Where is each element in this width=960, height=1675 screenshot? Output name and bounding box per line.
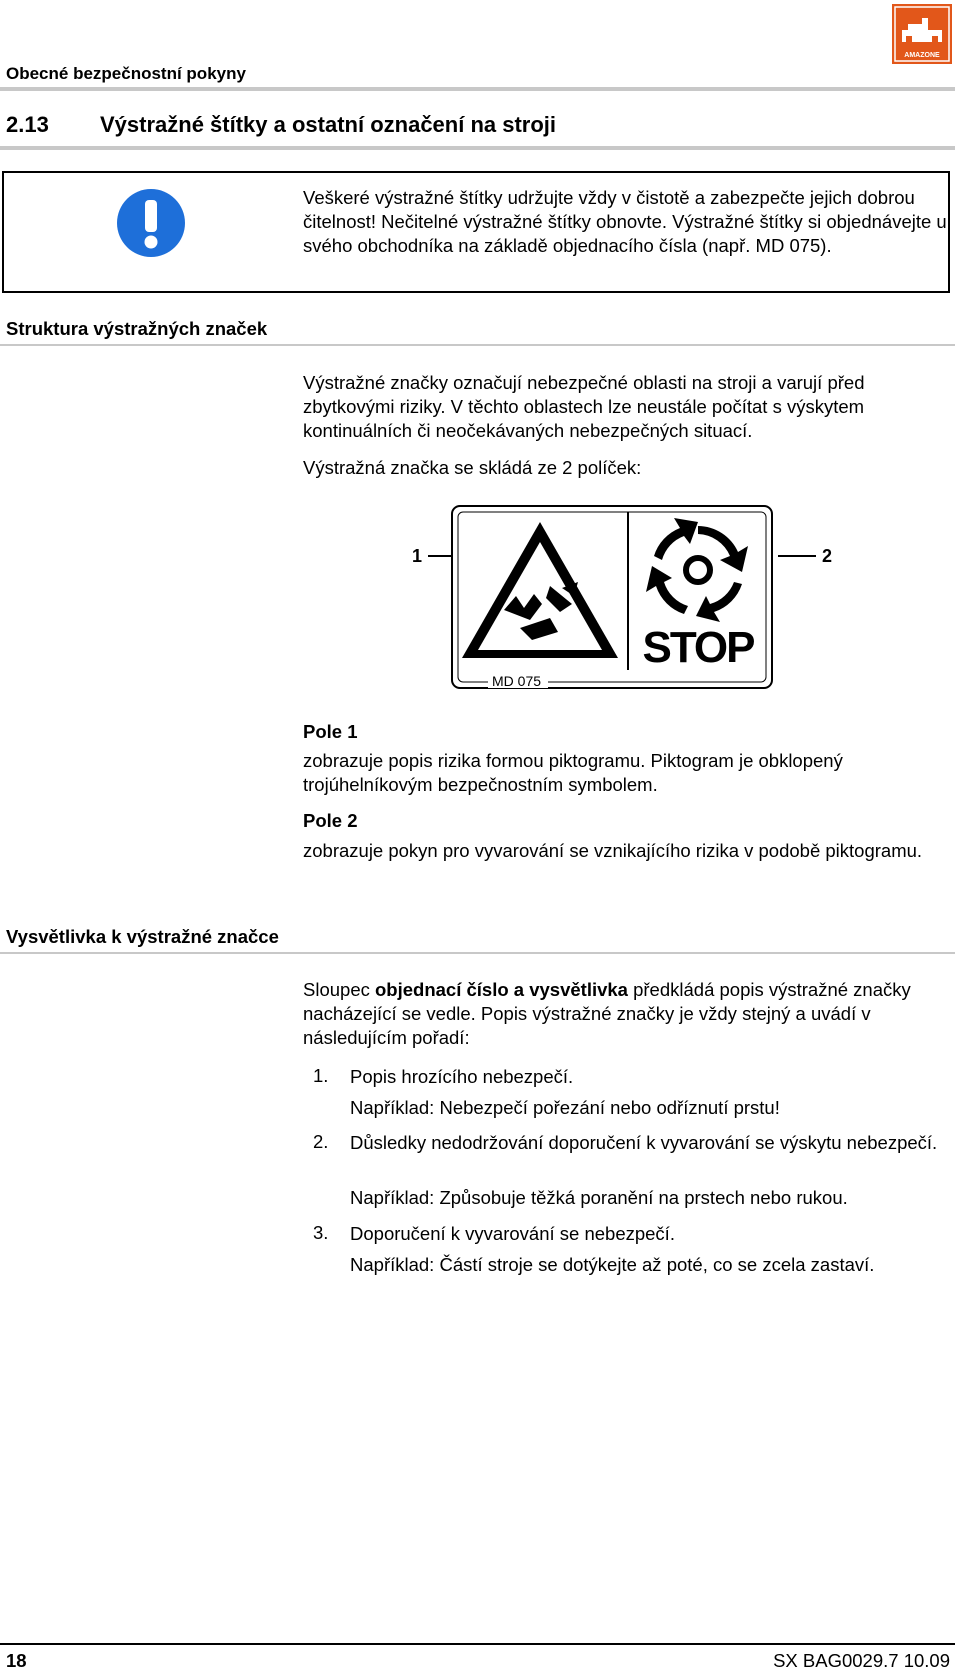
- exclamation-icon: [116, 188, 186, 263]
- pole2-title: Pole 2: [303, 810, 358, 831]
- pole2-text: zobrazuje pokyn pro vyvarování se vznikajícího rizika v podobě piktogramu.: [303, 840, 923, 861]
- list-example-3: Například: Částí stroje se dotýkejte až poté, co se zcela zastaví.: [350, 1254, 875, 1275]
- list-text-2: Důsledky nedodržování doporučení k vyvarování se výskytu nebezpečí.: [350, 1132, 938, 1153]
- header-rule: [0, 87, 955, 91]
- figure-label-2: 2: [822, 546, 833, 566]
- list-text-3: Doporučení k vyvarování se nebezpečí.: [350, 1223, 675, 1244]
- list-number-2: 2.: [313, 1131, 329, 1152]
- notice-text: Veškeré výstražné štítky udržujte vždy v čistotě a zabezpečte jejich dobrou čitelnost! Nečitelné výstražné štítky obnovte. Výstražné štítky si objednávejte u svého obchodníka na základě objednacího čísla (např. MD 075).: [303, 187, 947, 256]
- document-code: SX BAG0029.7 10.09: [773, 1650, 950, 1671]
- explanation-heading: Vysvětlivka k výstražné značce: [6, 926, 279, 947]
- stop-text: STOP: [642, 623, 754, 672]
- figure-label-1: 1: [412, 546, 423, 566]
- warning-sign-figure: [400, 500, 840, 695]
- list-example-1: Například: Nebezpečí pořezání nebo odříznutí prstu!: [350, 1097, 780, 1118]
- section-rule: [0, 146, 955, 150]
- pole1-text: zobrazuje popis rizika formou piktogramu. Piktogram je obklopený trojúhelníkovým bezpečnostním symbolem.: [303, 750, 843, 795]
- section-number: 2.13: [6, 112, 49, 137]
- structure-para2: Výstražná značka se skládá ze 2 políček:: [303, 457, 642, 478]
- page-number: 18: [6, 1650, 27, 1671]
- list-number-3: 3.: [313, 1222, 329, 1243]
- section-title: [6, 112, 556, 138]
- pole1-title: Pole 1: [303, 721, 358, 742]
- explanation-rule: [0, 952, 955, 954]
- structure-para1: Výstražné značky označují nebezpečné oblasti na stroji a varují před zbytkovými riziky. V těchto oblastech lze neustále počítat s výskytem kontinuálních či neočekávaných nebezpečných situací.: [303, 372, 865, 441]
- explanation-intro-bold: objednací číslo a vysvětlivka: [375, 979, 628, 1000]
- section-title-text: Výstražné štítky a ostatní označení na stroji: [100, 112, 557, 137]
- sign-code: MD 075: [492, 673, 542, 689]
- list-number-1: 1.: [313, 1065, 329, 1086]
- running-header: Obecné bezpečnostní pokyny: [6, 64, 246, 83]
- structure-rule: [0, 344, 955, 346]
- structure-heading: Struktura výstražných značek: [6, 318, 268, 339]
- amazone-logo: [892, 4, 952, 64]
- explanation-intro: Sloupec objednací číslo a vysvětlivka předkládá popis výstražné značky nacházející se vedle. Popis výstražné značky je vždy stejný a uvádí v následujícím pořadí:: [303, 979, 911, 1048]
- list-text-1: Popis hrozícího nebezpečí.: [350, 1066, 574, 1087]
- footer-rule: [0, 1643, 955, 1645]
- svg-text:AMAZONE: AMAZONE: [904, 52, 940, 59]
- list-example-2: Například: Způsobuje těžká poranění na prstech nebo rukou.: [350, 1187, 848, 1208]
